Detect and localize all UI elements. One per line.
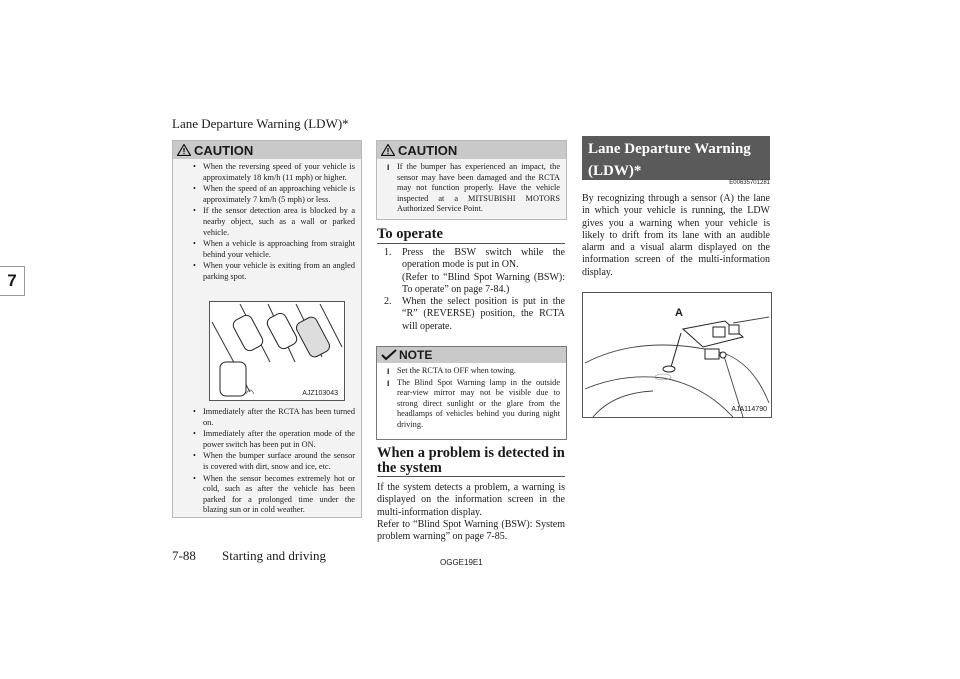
figure-code-2: AJA114790 xyxy=(731,406,767,413)
step-text xyxy=(402,247,565,296)
parking-figure xyxy=(209,301,345,401)
list-item: • If the sensor detection area is blocked by a nearby object, such as a wall or parked vehicle. xyxy=(191,206,355,238)
list-item: • When the speed of an approaching vehicle is approximately 7 km/h (5 mph) or less. xyxy=(191,184,355,205)
step-item xyxy=(384,296,565,333)
operate-steps xyxy=(384,247,565,333)
step-reference: (Refer to “Blind Spot Warning (BSW): To operate” on page 7-84.) xyxy=(402,271,565,295)
warning-triangle-icon xyxy=(177,144,191,156)
caution-item: l If the bumper has experienced an impact, the sensor may have been damaged and the RCTA may not function properly. Have the vehicle inspected at a MITSUBISHI MOTORS Authorized Service Point. xyxy=(385,162,560,215)
step-item xyxy=(384,247,565,296)
step-number: 1. xyxy=(384,247,392,258)
problem-reference: Refer to “Blind Spot Warning (BSW): System problem warning” on page 7-85. xyxy=(377,518,565,543)
list-item: • When your vehicle is exiting from an angled parking spot. xyxy=(191,261,355,282)
caution-label-2: CAUTION xyxy=(398,142,458,158)
step-text xyxy=(402,296,565,333)
step-main: Press the BSW switch while the operation mode is put in ON. xyxy=(402,247,565,271)
section-title: Lane Departure Warning (LDW)* xyxy=(582,136,770,180)
chapter-name: Starting and driving xyxy=(222,548,326,563)
caution-header-2 xyxy=(377,141,566,159)
parking-illustration xyxy=(210,302,344,400)
list-item: l Set the RCTA to OFF when towing. xyxy=(385,366,560,377)
list-item: • Immediately after the operation mode of the power switch has been put in ON. xyxy=(191,429,355,450)
chapter-tab: 7 xyxy=(0,266,25,296)
caution-list-2 xyxy=(377,159,566,215)
step-main: When the select position is put in the “R” (REVERSE) position, the RCTA will operate. xyxy=(402,296,565,332)
list-item: • When a vehicle is approaching from straight behind your vehicle. xyxy=(191,239,355,260)
caution-box-1 xyxy=(172,140,362,518)
problem-description: If the system detects a problem, a warning is displayed on the information screen in the multi-information display. xyxy=(377,482,565,518)
caution-box-2 xyxy=(376,140,567,220)
note-icon xyxy=(381,349,397,361)
running-title: Lane Departure Warning (LDW)* xyxy=(172,116,349,131)
problem-heading: When a problem is detected in the system xyxy=(377,445,565,476)
note-header xyxy=(377,347,566,363)
note-box xyxy=(376,346,567,440)
page-number: 7-88 xyxy=(172,548,196,563)
list-item: l The Blind Spot Warning lamp in the outside rear-view mirror may not be visible due to strong direct sunlight or the glare from the headlamps of vehicles behind you during night driving. xyxy=(385,378,560,431)
ldw-figure xyxy=(582,292,772,418)
note-list xyxy=(377,363,566,431)
caution-label-1: CAUTION xyxy=(194,142,254,158)
figure-label-a: A xyxy=(675,307,683,319)
to-operate-heading: To operate xyxy=(377,226,565,244)
list-item: • When the bumper surface around the sensor is covered with dirt, snow and ice, etc. xyxy=(191,451,355,472)
doc-code: OGGE19E1 xyxy=(440,558,483,567)
list-item: • When the reversing speed of your vehicle is approximately 18 km/h (11 mph) or higher. xyxy=(191,162,355,183)
caution-list-bottom xyxy=(191,407,355,517)
step-number: 2. xyxy=(384,296,392,308)
ldw-description: By recognizing through a sensor (A) the lane in which your vehicle is running, the LDW gives you a warning when your vehicle is likely to drift from its lane with an audible alarm and a visual alarm displayed on the information screen of the multi-information display. xyxy=(582,193,770,278)
warning-triangle-icon xyxy=(381,144,395,156)
list-item: • Immediately after the RCTA has been turned on. xyxy=(191,407,355,428)
figure-code-1: AJZ103043 xyxy=(302,390,338,397)
section-code: E00635701281 xyxy=(729,180,770,186)
note-label: NOTE xyxy=(399,348,433,362)
caution-list-top xyxy=(173,159,361,283)
caution-header-1 xyxy=(173,141,361,159)
list-item: • When the sensor becomes extremely hot or cold, such as after the vehicle has been parked for a prolonged time under the blazing sun or in cold weather. xyxy=(191,474,355,516)
problem-text xyxy=(377,482,565,543)
